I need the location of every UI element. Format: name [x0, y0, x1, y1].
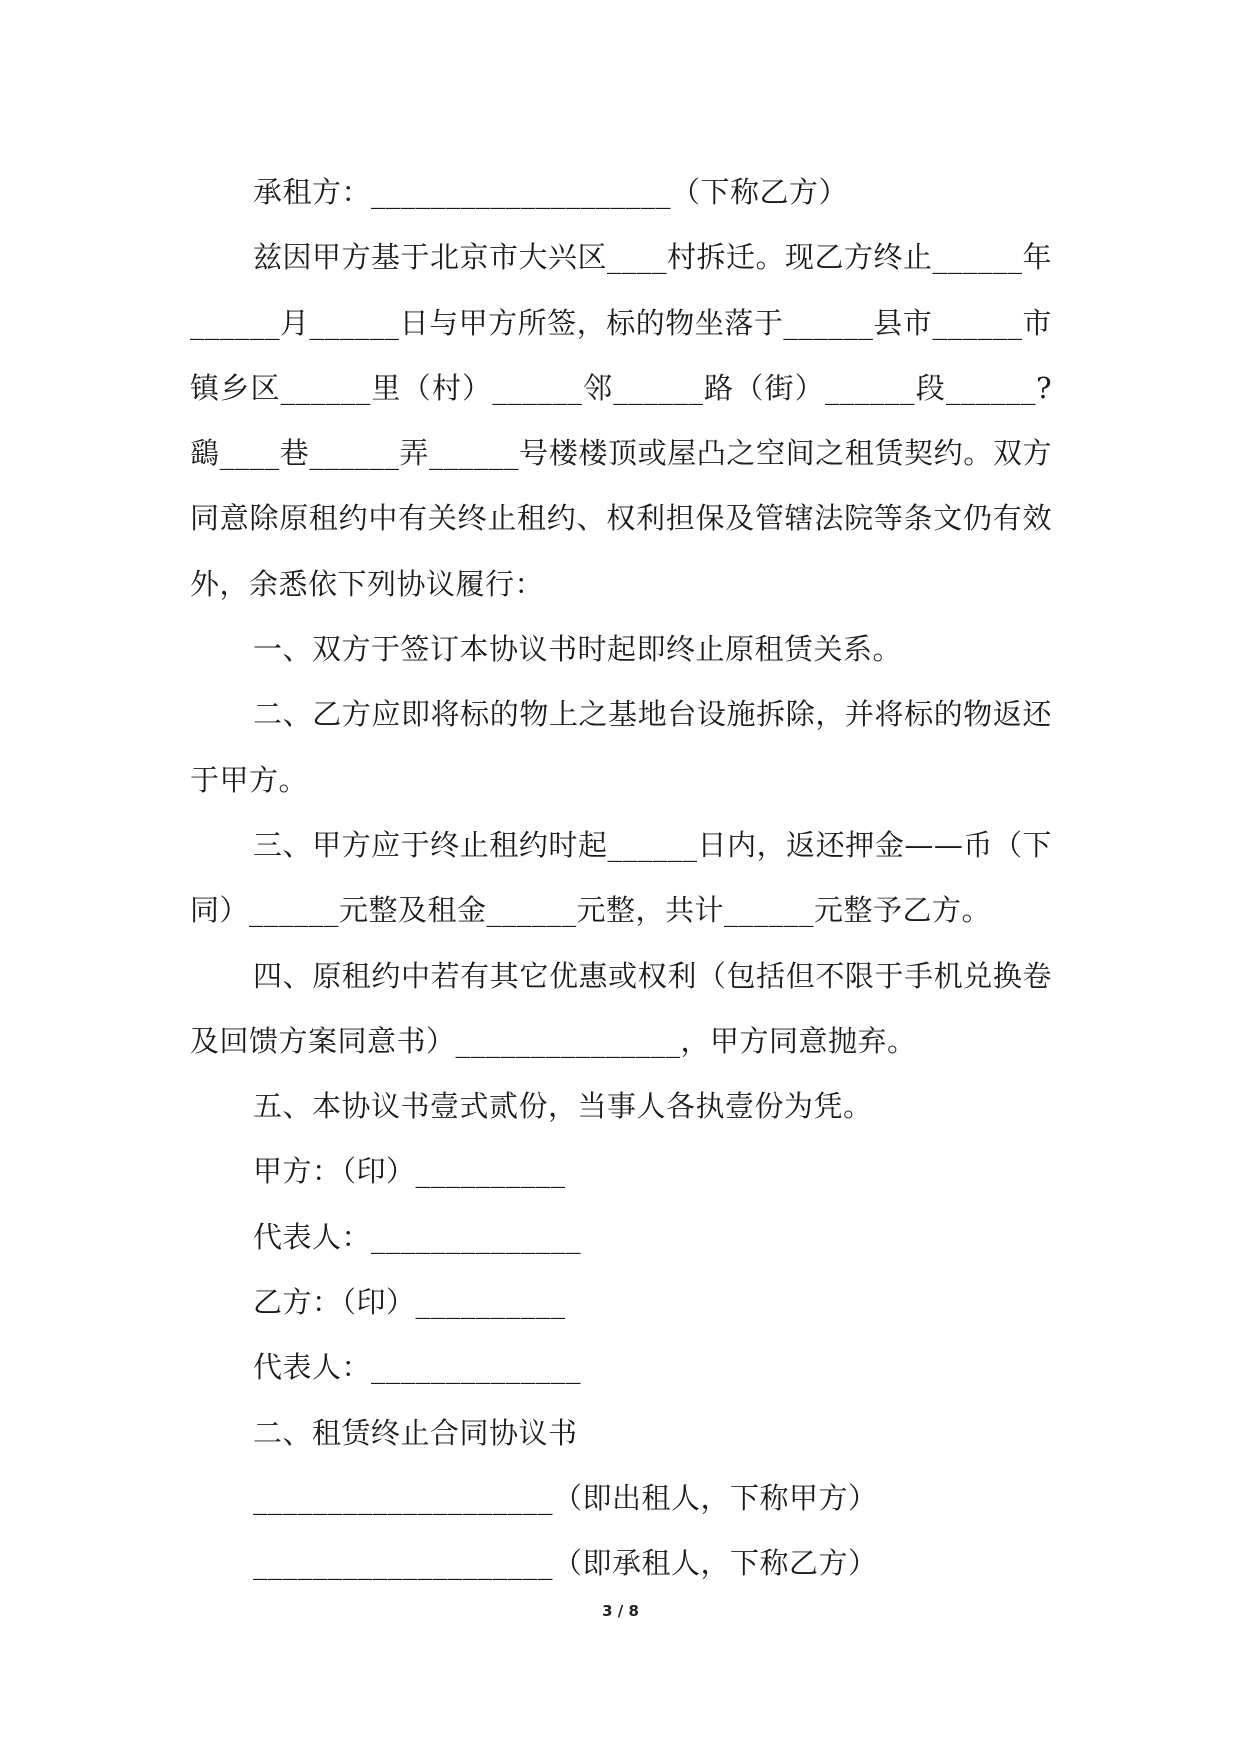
section-heading: 二、租赁终止合同协议书 — [253, 1415, 578, 1450]
party-b-seal-line: 乙方：（印）__________ — [253, 1285, 566, 1320]
document-body — [190, 160, 1052, 1597]
page-number: 3 / 8 — [602, 1602, 639, 1620]
lessee-line: 承租方：____________________（下称乙方） — [253, 175, 849, 209]
clause-4: 四、原租约中若有其它优惠或权利（包括但不限于手机兑换卷及回馈方案同意书）_______________，甲方同意抛弃。 — [190, 958, 1052, 1058]
clause-5: 五、本协议书壹式贰份，当事人各执壹份为凭。 — [253, 1089, 873, 1124]
clause-2: 二、乙方应即将标的物上之基地台设施拆除，并将标的物返还于甲方。 — [190, 697, 1052, 797]
party-a-representative-line: 代表人：______________ — [253, 1219, 582, 1254]
preamble-paragraph: 兹因甲方基于北京市大兴区____村拆迁。现乙方终止______年______月______日与甲方所签，标的物坐落于______县市______市镇乡区______里（村）______邻______路（街）______段______?鷂____巷______弄______号楼楼顶或屋凸之空间之租赁契约。双方同意除原租约中有关终止租约、权利担保及管辖法院等条文仍有效外，余悉依下列协议履行： — [190, 240, 1053, 601]
clause-3: 三、甲方应于终止租约时起______日内，返还押金——币（下同）______元整及租金______元整，共计______元整予乙方。 — [190, 827, 1052, 928]
lessee-line-2: ____________________（即承租人，下称乙方） — [253, 1546, 878, 1581]
party-a-seal-line: 甲方：（印）__________ — [253, 1154, 566, 1189]
lessor-line: ____________________（即出租人，下称甲方） — [253, 1480, 878, 1515]
party-b-representative-line: 代表人：______________ — [253, 1350, 582, 1385]
clause-1: 一、双方于签订本协议书时起即终止原租赁关系。 — [253, 632, 903, 667]
